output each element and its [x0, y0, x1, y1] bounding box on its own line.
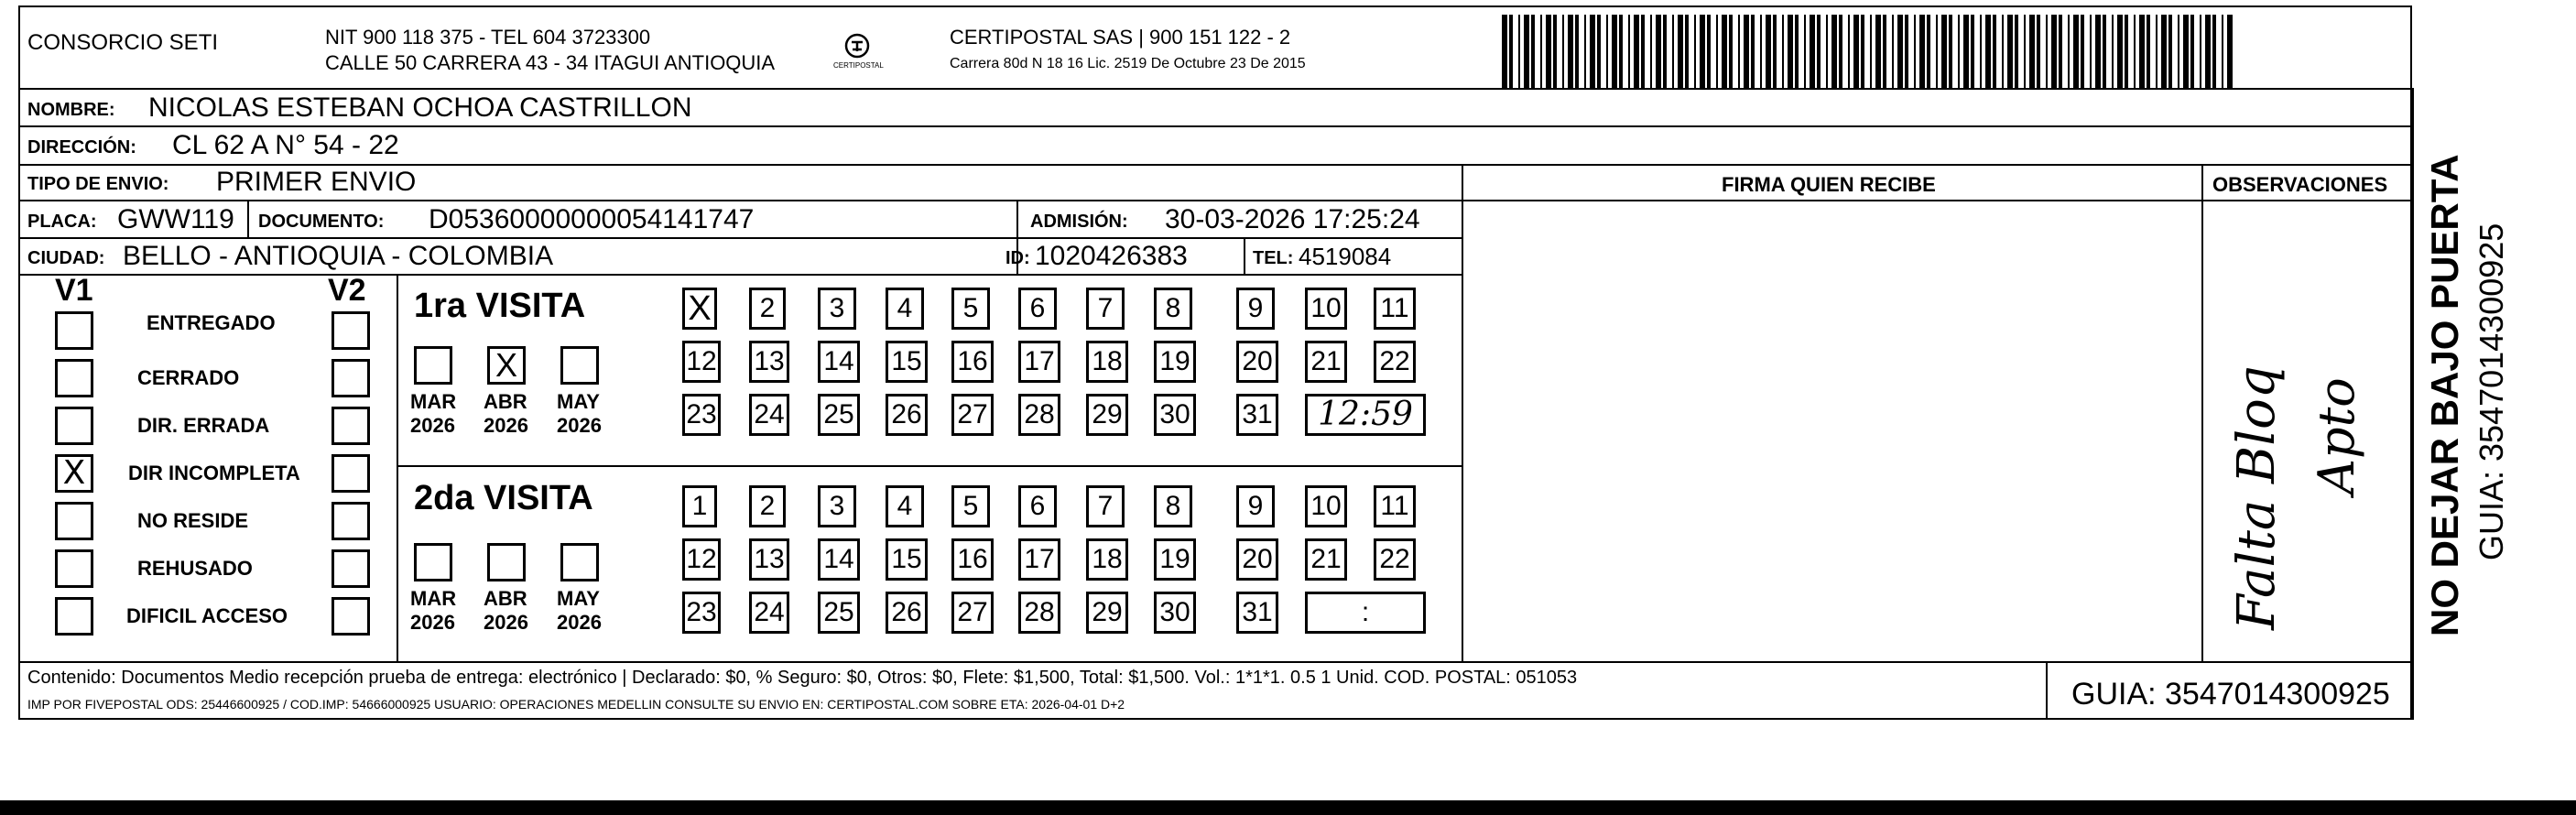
- rule: [2412, 88, 2414, 720]
- barcode-bar: [1839, 15, 1842, 88]
- day-box[interactable]: 19: [1154, 341, 1196, 383]
- barcode-bar: [2046, 15, 2048, 88]
- day-box[interactable]: 14: [818, 341, 860, 383]
- time-box[interactable]: 12:59: [1305, 394, 1426, 436]
- barcode-bar: [2190, 15, 2194, 88]
- barcode-bar: [1562, 15, 1564, 88]
- rule: [18, 200, 2412, 201]
- documento-value: D05360000000054141747: [429, 204, 755, 234]
- barcode-bar: [1892, 15, 1894, 88]
- year-label: 2026: [484, 611, 528, 634]
- day-box[interactable]: 30: [1154, 592, 1196, 634]
- day-box[interactable]: 31: [1236, 592, 1278, 634]
- year-label: 2026: [557, 611, 602, 634]
- day-box[interactable]: 10: [1305, 485, 1347, 527]
- barcode-bar: [1949, 15, 1952, 88]
- barcode-bar: [1729, 15, 1733, 88]
- barcode-bar: [1716, 15, 1718, 88]
- day-box[interactable]: 18: [1086, 341, 1128, 383]
- day-box[interactable]: 19: [1154, 538, 1196, 581]
- month-label: ABR: [484, 587, 527, 610]
- observaciones-header: OBSERVACIONES: [2212, 173, 2388, 196]
- day-box[interactable]: 3: [818, 288, 856, 330]
- barcode-bar: [2134, 15, 2136, 88]
- barcode-bar: [2037, 15, 2040, 88]
- year-label: 2026: [410, 414, 455, 437]
- barcode-bar: [1744, 15, 1749, 88]
- status-label: REHUSADO: [137, 557, 253, 580]
- tel-label: TEL:: [1253, 248, 1294, 268]
- direccion-label: DIRECCIÓN:: [27, 137, 136, 158]
- rule: [2046, 661, 2048, 720]
- visit1-title: 1ra VISITA: [414, 287, 586, 325]
- barcode-bar: [1546, 15, 1551, 88]
- rule: [18, 274, 1462, 276]
- ciudad-label: CIUDAD:: [27, 248, 105, 268]
- barcode-bar: [2068, 15, 2070, 88]
- barcode-bar: [1848, 15, 1850, 88]
- day-box[interactable]: 20: [1236, 538, 1278, 581]
- month-label: MAY: [557, 390, 600, 413]
- barcode-bar: [1553, 15, 1557, 88]
- rule: [397, 274, 398, 661]
- barcode-bar: [1540, 15, 1542, 88]
- certipostal-line: CERTIPOSTAL SAS | 900 151 122 - 2: [950, 26, 1291, 49]
- company-name: CONSORCIO SETI: [27, 30, 219, 55]
- barcode-bar: [1963, 15, 1969, 88]
- v1-checkbox[interactable]: X: [55, 454, 93, 493]
- nombre-value: NICOLAS ESTEBAN OCHOA CASTRILLON: [148, 92, 692, 123]
- barcode-bar: [1919, 15, 1925, 88]
- barcode-bar: [2090, 15, 2092, 88]
- barcode-bar: [2103, 15, 2106, 88]
- day-box[interactable]: 2: [749, 288, 786, 330]
- barcode-bar: [1936, 15, 1938, 88]
- barcode-bar: [1619, 15, 1623, 88]
- placa-label: PLACA:: [27, 212, 97, 232]
- firma-header: FIRMA QUIEN RECIBE: [1722, 173, 1936, 196]
- footer-content-line: Contenido: Documentos Medio recepción prueba de entrega: electrónico | Declarado: $0, % Seguro: $0, Otros: $0, Flete: $1,500, Total: $1,500. Vol.: 1*1*1. 0.5 1 Unid. COD. POSTAL: 051053: [27, 668, 1578, 688]
- month-label: MAR: [410, 587, 457, 610]
- status-label: DIFICIL ACCESO: [126, 604, 288, 627]
- rule: [247, 200, 249, 237]
- day-box[interactable]: 9: [1236, 485, 1275, 527]
- day-box[interactable]: 22: [1374, 341, 1416, 383]
- v2-header: V2: [328, 273, 366, 308]
- day-box[interactable]: 29: [1086, 394, 1128, 436]
- day-box[interactable]: 12: [682, 538, 721, 581]
- barcode-bar: [2168, 15, 2172, 88]
- documento-label: DOCUMENTO:: [258, 212, 385, 232]
- day-box[interactable]: 24: [749, 592, 789, 634]
- rule: [18, 88, 2412, 90]
- visit2-title: 2da VISITA: [414, 479, 593, 517]
- day-box[interactable]: 15: [886, 341, 928, 383]
- day-box[interactable]: 3: [818, 485, 856, 527]
- barcode-bar: [1993, 15, 1996, 88]
- barcode-bar: [2015, 15, 2018, 88]
- tel-value: 4519084: [1299, 243, 1392, 270]
- barcode-bar: [2212, 15, 2216, 88]
- barcode-bar: [2183, 15, 2189, 88]
- status-label: NO RESIDE: [137, 509, 249, 532]
- barcode-bar: [1810, 15, 1815, 88]
- rule: [18, 164, 2412, 166]
- day-box[interactable]: 16: [951, 538, 994, 581]
- day-box[interactable]: 4: [886, 485, 924, 527]
- barcode-bar: [1905, 15, 1908, 88]
- barcode-bar: [1853, 15, 1859, 88]
- day-box[interactable]: 11: [1374, 485, 1416, 527]
- day-box[interactable]: 26: [886, 394, 928, 436]
- barcode-bar: [1524, 15, 1529, 88]
- day-box[interactable]: 25: [818, 592, 860, 634]
- status-label: DIR. ERRADA: [137, 414, 270, 437]
- barcode-bar: [1875, 15, 1881, 88]
- barcode-bar: [2227, 15, 2233, 88]
- barcode-bar: [1914, 15, 1916, 88]
- day-box[interactable]: 27: [951, 592, 994, 634]
- observation-note-2: Apto: [2308, 377, 2365, 494]
- barcode-bar: [1590, 15, 1595, 88]
- month-checkbox[interactable]: [414, 543, 452, 581]
- barcode-bar: [1685, 15, 1689, 88]
- barcode-bar: [2024, 15, 2026, 88]
- ciudad-value: BELLO - ANTIOQUIA - COLOMBIA: [123, 241, 554, 271]
- time-box[interactable]: :: [1305, 592, 1426, 634]
- barcode-bar: [2002, 15, 2004, 88]
- barcode-bar: [1804, 15, 1806, 88]
- rule: [18, 661, 2412, 663]
- day-box[interactable]: 11: [1374, 288, 1416, 330]
- footer-guia: GUIA: 3547014300925: [2071, 677, 2390, 712]
- barcode-bar: [2059, 15, 2062, 88]
- day-box[interactable]: 24: [749, 394, 789, 436]
- day-box[interactable]: 16: [951, 341, 994, 383]
- barcode-bar: [1831, 15, 1837, 88]
- rule: [18, 125, 2412, 127]
- side-guia-label: GUIA: 3547014300925: [2473, 223, 2510, 560]
- barcode-bar: [1760, 15, 1762, 88]
- barcode-bar: [1531, 15, 1535, 88]
- day-box[interactable]: 2: [749, 485, 786, 527]
- day-box[interactable]: 6: [1018, 485, 1057, 527]
- day-box[interactable]: 7: [1086, 288, 1125, 330]
- barcode-bar: [1694, 15, 1696, 88]
- day-box[interactable]: 13: [749, 341, 789, 383]
- barcode-bar: [1883, 15, 1886, 88]
- barcode-bar: [1509, 15, 1513, 88]
- day-box[interactable]: 23: [682, 394, 721, 436]
- barcode-bar: [1958, 15, 1960, 88]
- no-dejar-label: NO DEJAR BAJO PUERTA: [2423, 154, 2466, 636]
- nombre-label: NOMBRE:: [27, 100, 115, 120]
- v2-checkbox[interactable]: [332, 597, 370, 636]
- day-box[interactable]: 15: [886, 538, 928, 581]
- barcode-bar: [1941, 15, 1947, 88]
- barcode-bar: [2200, 15, 2201, 88]
- barcode-bar: [1634, 15, 1639, 88]
- month-checkbox[interactable]: [560, 543, 599, 581]
- barcode-bar: [1597, 15, 1601, 88]
- barcode-bar: [2156, 15, 2158, 88]
- admision-label: ADMISIÓN:: [1030, 212, 1128, 232]
- barcode-bar: [1641, 15, 1645, 88]
- barcode-bar: [1502, 15, 1507, 88]
- barcode-bar: [1628, 15, 1630, 88]
- barcode-bar: [1606, 15, 1608, 88]
- day-box[interactable]: 23: [682, 592, 721, 634]
- day-box[interactable]: 21: [1305, 341, 1347, 383]
- v2-checkbox[interactable]: [332, 549, 370, 588]
- certipostal-logo: CERTIPOSTAL: [833, 29, 881, 77]
- day-box[interactable]: 25: [818, 394, 860, 436]
- barcode-bar: [1518, 15, 1520, 88]
- day-box[interactable]: 30: [1154, 394, 1196, 436]
- barcode-bar: [1678, 15, 1683, 88]
- day-box[interactable]: 7: [1086, 485, 1125, 527]
- v2-checkbox[interactable]: [332, 407, 370, 445]
- v1-checkbox[interactable]: [55, 359, 93, 397]
- v1-checkbox[interactable]: [55, 407, 93, 445]
- barcode-bar: [1788, 15, 1793, 88]
- barcode-bar: [1826, 15, 1828, 88]
- day-box[interactable]: 10: [1305, 288, 1347, 330]
- barcode-bar: [1971, 15, 1974, 88]
- day-box[interactable]: 9: [1236, 288, 1275, 330]
- rule: [1462, 164, 1463, 661]
- barcode-bar: [2007, 15, 2013, 88]
- direccion-value: CL 62 A N° 54 - 22: [172, 130, 399, 160]
- observation-note-1: Falta Bloq: [2227, 365, 2287, 630]
- barcode-bar: [1656, 15, 1661, 88]
- barcode-bar: [1722, 15, 1727, 88]
- barcode-bar: [1650, 15, 1652, 88]
- day-box[interactable]: 5: [951, 288, 990, 330]
- day-box[interactable]: 18: [1086, 538, 1128, 581]
- day-box[interactable]: 17: [1018, 341, 1060, 383]
- barcode-bar: [2147, 15, 2150, 88]
- id-value: 1020426383: [1035, 241, 1188, 271]
- year-label: 2026: [557, 414, 602, 437]
- admision-value: 30-03-2026 17:25:24: [1165, 204, 1420, 234]
- day-box[interactable]: 6: [1018, 288, 1057, 330]
- rule: [397, 465, 1462, 467]
- barcode-bar: [2117, 15, 2123, 88]
- v1-checkbox[interactable]: [55, 311, 93, 350]
- year-label: 2026: [484, 414, 528, 437]
- v2-checkbox[interactable]: [332, 311, 370, 350]
- month-checkbox[interactable]: [560, 346, 599, 385]
- address-line: CALLE 50 CARRERA 43 - 34 ITAGUI ANTIOQUIA: [325, 51, 776, 74]
- tipo-envio-label: TIPO DE ENVIO:: [27, 174, 169, 194]
- barcode-bar: [1672, 15, 1674, 88]
- barcode-bar: [1927, 15, 1930, 88]
- day-box[interactable]: 28: [1018, 592, 1060, 634]
- month-label: MAY: [557, 587, 600, 610]
- barcode-bar: [1700, 15, 1705, 88]
- day-box[interactable]: 28: [1018, 394, 1060, 436]
- status-label: DIR INCOMPLETA: [128, 462, 300, 484]
- v1-header: V1: [55, 273, 93, 308]
- footer-print-line: IMP POR FIVEPOSTAL ODS: 25446600925 / COD.IMP: 54666000925 USUARIO: OPERACIONES MEDELLIN CONSULTE SU ENVIO EN: CERTIPOSTAL.COM SOBRE ETA: 2026-04-01 D+2: [27, 697, 1125, 712]
- v2-checkbox[interactable]: [332, 502, 370, 540]
- barcode-bar: [1782, 15, 1784, 88]
- barcode-bar: [2125, 15, 2128, 88]
- v1-checkbox[interactable]: [55, 502, 93, 540]
- day-box[interactable]: 27: [951, 394, 994, 436]
- barcode-bar: [1861, 15, 1864, 88]
- day-box[interactable]: X: [682, 288, 717, 330]
- day-box[interactable]: 14: [818, 538, 860, 581]
- day-box[interactable]: 13: [749, 538, 789, 581]
- barcode-bar: [2029, 15, 2035, 88]
- barcode-bar: [1751, 15, 1755, 88]
- barcode-bar: [2095, 15, 2101, 88]
- barcode-bar: [1817, 15, 1821, 88]
- barcode-bar: [2073, 15, 2079, 88]
- month-checkbox[interactable]: [487, 543, 526, 581]
- v2-checkbox[interactable]: [332, 359, 370, 397]
- barcode-bar: [1707, 15, 1711, 88]
- day-box[interactable]: 17: [1018, 538, 1060, 581]
- month-label: ABR: [484, 390, 527, 413]
- v1-checkbox[interactable]: [55, 549, 93, 588]
- barcode-bar: [2081, 15, 2084, 88]
- barcode-bar: [2139, 15, 2145, 88]
- license-line: Carrera 80d N 18 16 Lic. 2519 De Octubre 23 De 2015: [950, 56, 1306, 71]
- barcode-bar: [1584, 15, 1586, 88]
- barcode-bar: [1575, 15, 1579, 88]
- status-label: ENTREGADO: [147, 311, 276, 334]
- day-box[interactable]: 21: [1305, 538, 1347, 581]
- v1-checkbox[interactable]: [55, 597, 93, 636]
- barcode-bar: [2112, 15, 2114, 88]
- barcode-bar: [1897, 15, 1903, 88]
- day-box[interactable]: 8: [1154, 485, 1192, 527]
- day-box[interactable]: 12: [682, 341, 721, 383]
- barcode-bar: [1795, 15, 1799, 88]
- day-box[interactable]: 5: [951, 485, 990, 527]
- barcode-bar: [2161, 15, 2167, 88]
- barcode: [1502, 15, 2234, 88]
- v2-checkbox[interactable]: [332, 454, 370, 493]
- month-checkbox[interactable]: [414, 346, 452, 385]
- barcode-bar: [1870, 15, 1872, 88]
- month-label: MAR: [410, 390, 457, 413]
- year-label: 2026: [410, 611, 455, 634]
- placa-value: GWW119: [117, 204, 234, 234]
- barcode-bar: [2205, 15, 2211, 88]
- barcode-bar: [1738, 15, 1740, 88]
- barcode-bar: [2178, 15, 2179, 88]
- day-box[interactable]: 20: [1236, 341, 1278, 383]
- day-box[interactable]: 31: [1236, 394, 1278, 436]
- barcode-bar: [1612, 15, 1617, 88]
- barcode-bar: [1985, 15, 1991, 88]
- barcode-bar: [2051, 15, 2057, 88]
- barcode-bar: [1568, 15, 1573, 88]
- day-box[interactable]: 1: [682, 485, 717, 527]
- rule: [2201, 164, 2203, 661]
- barcode-bar: [1766, 15, 1771, 88]
- day-box[interactable]: 8: [1154, 288, 1192, 330]
- rule: [1244, 237, 1245, 274]
- barcode-bar: [1773, 15, 1777, 88]
- month-checkbox[interactable]: X: [487, 346, 526, 385]
- day-box[interactable]: 26: [886, 592, 928, 634]
- nit-line: NIT 900 118 375 - TEL 604 3723300: [325, 26, 651, 49]
- day-box[interactable]: 29: [1086, 592, 1128, 634]
- status-label: CERRADO: [137, 366, 240, 389]
- id-label: ID:: [1005, 248, 1030, 268]
- barcode-bar: [1980, 15, 1982, 88]
- barcode-bar: [2222, 15, 2223, 88]
- day-box[interactable]: 4: [886, 288, 924, 330]
- bottom-bar: [0, 800, 2576, 815]
- day-box[interactable]: 22: [1374, 538, 1416, 581]
- tipo-envio-value: PRIMER ENVIO: [216, 167, 417, 197]
- barcode-bar: [1663, 15, 1667, 88]
